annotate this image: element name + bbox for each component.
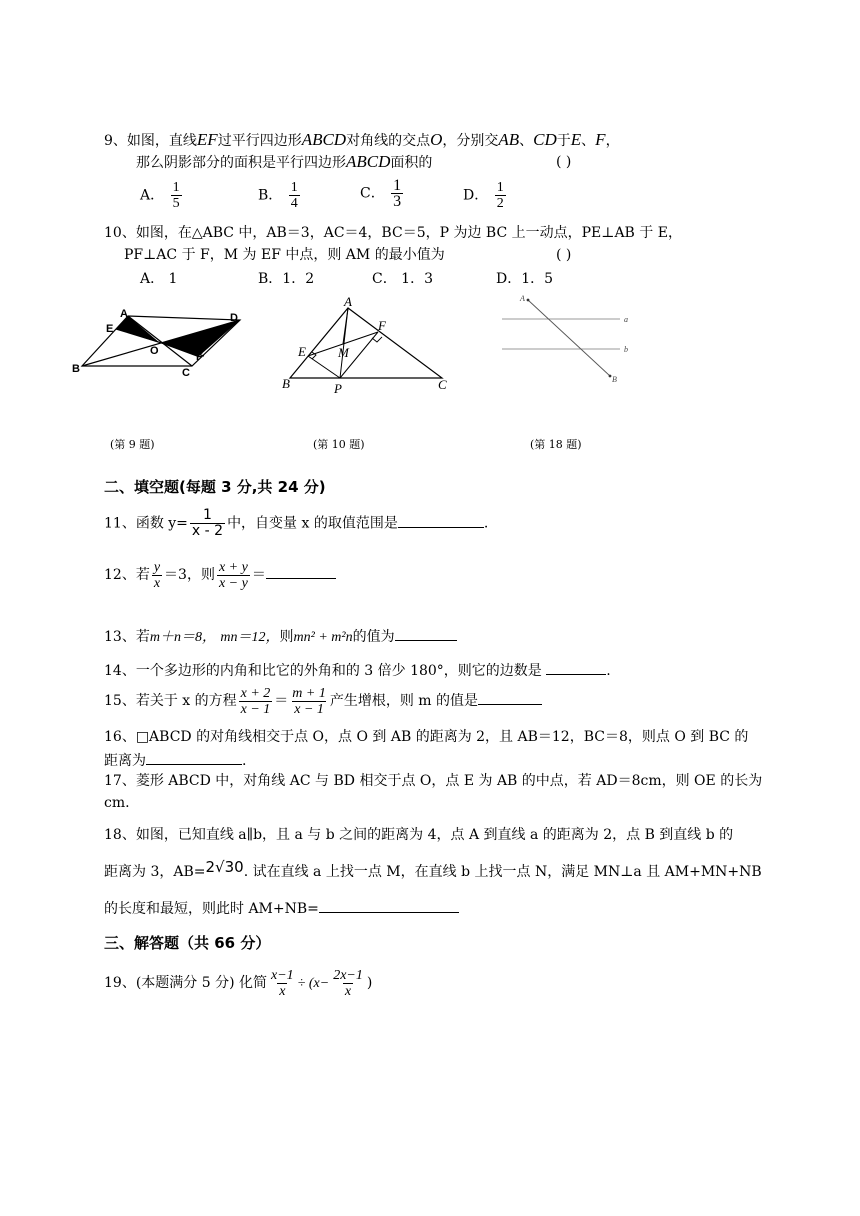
- fig18-label-line-b: b: [624, 345, 628, 354]
- fig9-label-a: A: [120, 308, 128, 320]
- fig10-line-pe: [308, 356, 340, 378]
- frac-den: 5: [172, 196, 180, 211]
- q9-text: 面积的: [390, 155, 433, 171]
- caption-fig18: (第 18 题): [530, 438, 582, 451]
- q9-ef: EF: [196, 130, 218, 149]
- q9-option-c: [360, 178, 405, 209]
- fig10-label-e: E: [298, 344, 306, 359]
- q12-answer-blank[interactable]: [266, 564, 336, 579]
- q9-text: 对角线的交点: [346, 133, 431, 149]
- frac-den: x − 1: [240, 701, 271, 717]
- q9-answer-paren: ( ): [556, 154, 572, 170]
- fig9-label-c: C: [182, 367, 190, 379]
- fig9-label-b: B: [72, 363, 80, 375]
- q10-option-c: C． 1．3: [372, 271, 433, 287]
- fig10-label-f: F: [378, 318, 386, 333]
- q9-text: ，: [605, 133, 620, 149]
- q15-text: ＝: [274, 693, 289, 709]
- fig10-label-m: M: [338, 345, 349, 360]
- q9-ab: AB: [498, 130, 520, 149]
- q13-text: 13、若: [104, 629, 150, 645]
- q9-f: F: [595, 130, 606, 149]
- q13-text: 的值为: [352, 629, 395, 645]
- fig18-label-a: A: [520, 294, 525, 303]
- q13: [104, 626, 457, 647]
- frac-num: x−1: [271, 967, 294, 983]
- q13-expr: mn² + m²n: [293, 630, 353, 645]
- q14-text: .: [606, 663, 611, 679]
- option-label: C．: [360, 185, 385, 202]
- q19: [104, 966, 372, 1001]
- q14: [104, 660, 611, 680]
- q10-answer-paren: ( ): [556, 247, 572, 263]
- q18-text: 距离为 3，AB=: [104, 864, 206, 880]
- q18-answer-blank[interactable]: [319, 898, 459, 913]
- frac-den: x: [344, 983, 352, 999]
- q18-line1: 18、如图，已知直线 a∥b，且 a 与 b 之间的距离为 4，点 A 到直线 a 的距离为 2，点 B 到直线 b 的: [104, 827, 734, 843]
- q11-text: 中，自变量 x 的取值范围是: [227, 515, 398, 532]
- q10-option-a: A． 1: [140, 271, 178, 287]
- q11-answer-blank[interactable]: [398, 513, 484, 528]
- q10-option-b: B．1．2: [258, 271, 315, 287]
- frac-den: 4: [290, 196, 298, 211]
- frac-num: x + y: [218, 559, 248, 575]
- fig10-label-c: C: [438, 377, 447, 392]
- q15-answer-blank[interactable]: [478, 690, 542, 705]
- q16-line2: [104, 750, 246, 770]
- fig18-segment-ab: [528, 300, 610, 376]
- q15: [104, 684, 542, 718]
- frac-den: x − 1: [294, 701, 324, 717]
- caption-fig10: (第 10 题): [313, 438, 365, 451]
- q9-cd: CD: [533, 130, 557, 149]
- fig9-label-d: D: [230, 312, 238, 324]
- frac-num: x + 2: [240, 685, 271, 701]
- frac-den: 2: [496, 196, 504, 211]
- q9-text: 于: [556, 133, 571, 149]
- q16-answer-blank[interactable]: [146, 750, 242, 765]
- q9-abcd: ABCD: [346, 152, 391, 171]
- fig9-label-f: F: [196, 351, 203, 363]
- frac-num: m + 1: [292, 685, 326, 701]
- q9-option-d: [463, 180, 508, 211]
- q12-text: ＝: [251, 567, 266, 583]
- q14-answer-blank[interactable]: [546, 660, 606, 675]
- q9-line2: [136, 153, 432, 172]
- caption-fig9: (第 9 题): [110, 438, 155, 451]
- q9-text: 、: [581, 133, 596, 149]
- q12-text: 12、若: [104, 567, 150, 583]
- frac-den: 3: [393, 193, 402, 210]
- fig9-label-o: O: [150, 345, 159, 357]
- fig9-shaded-left: [116, 316, 160, 343]
- frac-num: 1: [393, 177, 402, 194]
- q9-abcd: ABCD: [301, 130, 347, 149]
- q14-text: 14、一个多边形的内角和比它的外角和的 3 倍少 180°，则它的边数是: [104, 663, 542, 679]
- q19-text: ): [366, 975, 373, 991]
- frac-den: x - 2: [191, 523, 224, 539]
- q13-text: 则: [279, 629, 294, 645]
- q18-text: . 试在直线 a 上找一点 M，在直线 b 上找一点 N，满足 MN⊥a 且 AM+MN+NB: [243, 864, 762, 880]
- figure-18-parallel-lines: [498, 292, 638, 386]
- q16-line1: 16、□ABCD 的对角线相交于点 O，点 O 到 AB 的距离为 2，且 AB＝12，BC＝8，则点 O 到 BC 的: [104, 729, 749, 745]
- q9-option-a: [140, 180, 184, 211]
- q18-radical: 2√30: [205, 858, 244, 876]
- q9-line1: [104, 131, 620, 150]
- fig18-point-a: [527, 299, 530, 302]
- q9-text: 、: [519, 133, 534, 149]
- q12-text: ＝3，则: [164, 567, 215, 583]
- q17-line2: cm.: [104, 795, 130, 811]
- frac-den: x: [279, 983, 286, 999]
- fig18-point-b: [609, 375, 612, 378]
- fig10-label-a: A: [344, 294, 352, 309]
- q13-answer-blank[interactable]: [395, 626, 457, 641]
- option-label: B．: [258, 187, 283, 204]
- section-2-heading: 二、填空题(每题 3 分,共 24 分): [104, 478, 326, 496]
- q18-line2: [104, 858, 762, 881]
- q16-text: 距离为: [104, 753, 146, 769]
- q15-text: 产生增根，则 m 的值是: [329, 693, 479, 709]
- frac-num: 1: [290, 180, 298, 195]
- q11: [104, 508, 488, 539]
- q19-text: 19、(本题满分 5 分) 化简: [104, 975, 267, 991]
- q18-line3: [104, 898, 459, 918]
- q12: [104, 558, 336, 592]
- q10-option-d: D．1．5: [496, 271, 554, 287]
- frac-num: y: [153, 559, 161, 575]
- q9-text: ，分别交: [442, 133, 499, 149]
- q10-line1: 10、如图，在△ABC 中，AB＝3，AC＝4，BC＝5，P 为边 BC 上一动点，PE⊥AB 于 E，: [104, 225, 682, 241]
- q10-line2: PF⊥AC 于 F，M 为 EF 中点，则 AM 的最小值为: [124, 247, 445, 263]
- q17-line1: 17、菱形 ABCD 中，对角线 AC 与 BD 相交于点 O，点 E 为 AB 的中点，若 AD＝8cm，则 OE 的长为: [104, 773, 763, 789]
- q9-e: E: [570, 130, 582, 149]
- fig10-label-b: B: [282, 376, 290, 391]
- q11-text: 11、函数 y=: [104, 515, 188, 532]
- q15-text: 15、若关于 x 的方程: [104, 693, 237, 709]
- q11-text: .: [483, 515, 489, 532]
- fig9-label-e: E: [106, 323, 114, 335]
- q9-text: 9、如图，直线: [104, 133, 197, 149]
- frac-num: 1: [496, 180, 504, 195]
- q13-expr: mn＝12，: [220, 630, 280, 645]
- fig10-label-p: P: [334, 381, 342, 396]
- option-label: D．: [463, 187, 489, 204]
- q13-expr: m＋n＝8，: [149, 630, 216, 645]
- frac-num: 2x−1: [333, 967, 363, 983]
- figure-9-parallelogram: [68, 302, 248, 382]
- fig10-triangle: [290, 308, 442, 378]
- frac-num: 1: [172, 180, 180, 195]
- q19-text: ÷ (x−: [297, 976, 330, 991]
- q18-text: 的长度和最短，则此时 AM+NB=: [104, 901, 319, 917]
- option-label: A．: [140, 187, 165, 204]
- section-3-heading: 三、解答题（共 66 分）: [104, 934, 271, 952]
- frac-num: 1: [203, 507, 212, 523]
- q9-o: O: [430, 130, 443, 149]
- fig18-label-b: B: [612, 375, 617, 384]
- frac-den: x: [153, 575, 161, 591]
- figure-10-triangle: [280, 294, 460, 396]
- q16-text: .: [242, 753, 247, 769]
- q9-text: 过平行四边形: [217, 133, 302, 149]
- fig18-label-line-a: a: [624, 315, 628, 324]
- q9-text: 那么阴影部分的面积是平行四边形: [136, 155, 346, 171]
- q9-option-b: [258, 180, 302, 211]
- frac-den: x − y: [218, 575, 248, 591]
